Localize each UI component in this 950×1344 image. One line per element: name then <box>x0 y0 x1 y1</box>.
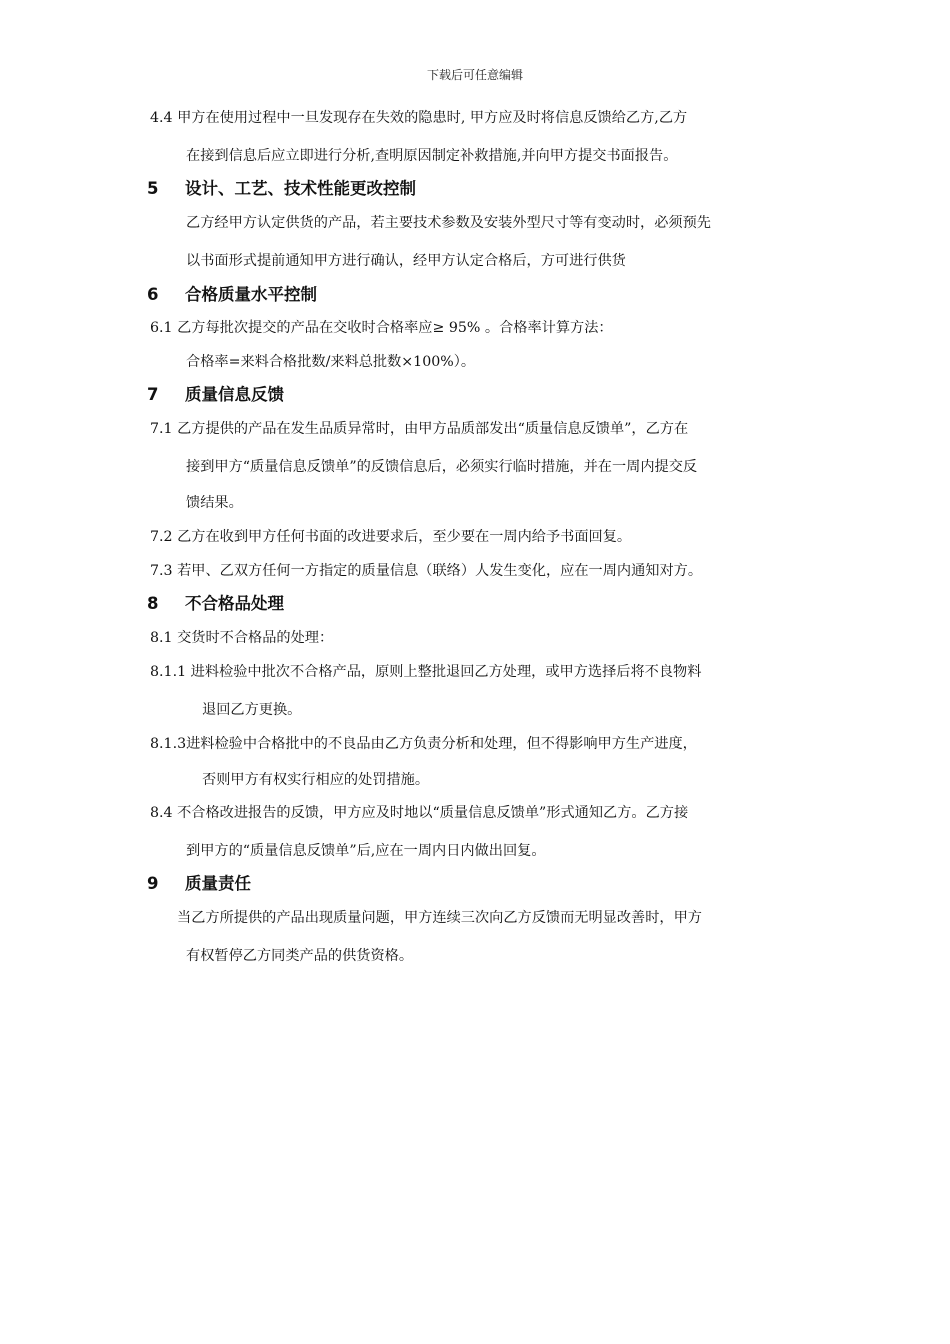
section-number: 5 <box>147 179 159 198</box>
clause-text: 乙方在收到甲方任何书面的改进要求后，至少要在一周内给予书面回复。 <box>177 529 632 545</box>
clause-text: 乙方每批次提交的产品在交收时合格率应≥ 95% 。合格率计算方法： <box>177 320 613 336</box>
clause-text: 进料检验中批次不合格产品，原则上整批退回乙方处理，或甲方选择后将不良物料 <box>190 664 702 680</box>
section-title: 质量信息反馈 <box>185 385 284 404</box>
clause-text: 甲方在使用过程中一旦发现存在失效的隐患时, 甲方应及时将信息反馈给乙方,乙方 <box>177 110 688 126</box>
clause-number: 8.1.1 <box>150 664 187 680</box>
clause-8-1-1-line-1 <box>150 662 701 682</box>
clause-number: 4.4 <box>150 110 173 126</box>
section-number: 8 <box>147 594 159 613</box>
clause-7-1-line-2: 接到甲方“质量信息反馈单”的反馈信息后，必须实行临时措施，并在一周内提交反 <box>186 459 698 475</box>
section-title: 设计、工艺、技术性能更改控制 <box>185 179 416 198</box>
clause-text: 不合格改进报告的反馈，甲方应及时地以“质量信息反馈单”形式通知乙方。乙方接 <box>177 805 689 821</box>
clause-7-1-line-1 <box>150 419 688 439</box>
section-9-line-1: 当乙方所提供的产品出现质量问题，甲方连续三次向乙方反馈而无明显改善时，甲方 <box>177 910 702 926</box>
section-title: 质量责任 <box>185 874 251 893</box>
section-8-heading <box>147 593 284 615</box>
clause-7-3 <box>150 561 702 581</box>
section-7-heading <box>147 384 284 406</box>
clause-text: 若甲、乙双方任何一方指定的质量信息（联络）人发生变化，应在一周内通知对方。 <box>177 563 703 579</box>
section-number: 6 <box>147 285 159 304</box>
clause-text: 交货时不合格品的处理： <box>177 630 334 646</box>
clause-text: 进料检验中合格批中的不良品由乙方负责分析和处理，但不得影响甲方生产进度， <box>186 736 697 752</box>
section-6-heading <box>147 284 317 306</box>
clause-number: 7.3 <box>150 563 173 579</box>
clause-6-1-line-1 <box>150 318 613 338</box>
clause-number: 8.1 <box>150 630 173 646</box>
section-5-heading <box>147 178 416 200</box>
clause-6-1-line-2: 合格率=来料合格批数/来料总批数×100%）。 <box>186 354 476 370</box>
section-title: 不合格品处理 <box>185 594 284 613</box>
clause-number: 8.4 <box>150 805 173 821</box>
section-5-line-1: 乙方经甲方认定供货的产品，若主要技术参数及安装外型尺寸等有变动时，必须预先 <box>186 215 711 231</box>
page-header: 下载后可任意编辑 <box>426 68 523 82</box>
section-title: 合格质量水平控制 <box>185 285 317 304</box>
clause-number: 7.2 <box>150 529 173 545</box>
clause-number: 7.1 <box>150 421 173 437</box>
clause-8-4-line-1 <box>150 803 688 823</box>
section-5-line-2: 以书面形式提前通知甲方进行确认，经甲方认定合格后，方可进行供货 <box>186 253 626 269</box>
clause-number: 6.1 <box>150 320 173 336</box>
clause-4-4-line-2: 在接到信息后应立即进行分析,查明原因制定补救措施,并向甲方提交书面报告。 <box>186 148 678 164</box>
clause-7-2 <box>150 527 631 547</box>
clause-8-1-3-line-1 <box>150 734 697 754</box>
clause-8-1-3-line-2: 否则甲方有权实行相应的处罚措施。 <box>202 772 430 788</box>
section-9-heading <box>147 873 251 895</box>
clause-4-4-line-1 <box>150 108 687 128</box>
clause-8-1 <box>150 628 333 648</box>
clause-number: 8.1.3 <box>150 736 187 752</box>
section-number: 9 <box>147 874 159 893</box>
clause-text: 乙方提供的产品在发生品质异常时，由甲方品质部发出“质量信息反馈单”，乙方在 <box>177 421 689 437</box>
section-9-line-2: 有权暂停乙方同类产品的供货资格。 <box>186 948 414 964</box>
section-number: 7 <box>147 385 159 404</box>
clause-8-1-1-line-2: 退回乙方更换。 <box>202 702 302 718</box>
clause-8-4-line-2: 到甲方的“质量信息反馈单”后,应在一周内日内做出回复。 <box>186 843 546 859</box>
clause-7-1-line-3: 馈结果。 <box>186 495 243 511</box>
